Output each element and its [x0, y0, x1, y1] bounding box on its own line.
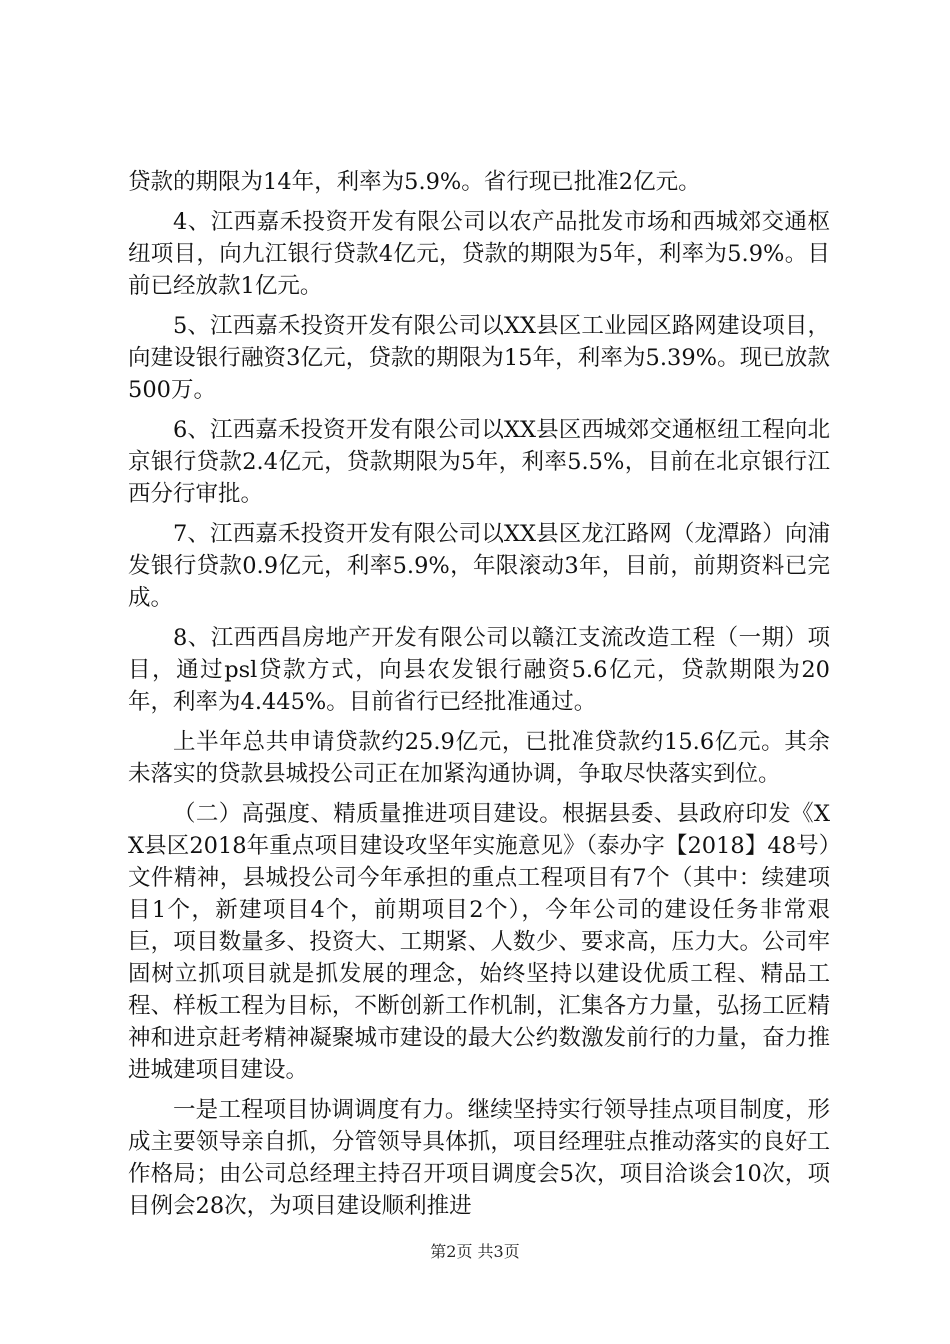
paragraph-item-8: 8、江西西昌房地产开发有限公司以赣江支流改造工程（一期）项目，通过psl贷款方式，向县农发银行融资5.6亿元，贷款期限为20年，利率为4.445%。目前省行已经批准通过。: [128, 625, 830, 715]
paragraph-coordination: 一是工程项目协调调度有力。继续坚持实行领导挂点项目制度，形成主要领导亲自抓，分管领导具体抓，项目经理驻点推动落实的良好工作格局；由公司总经理主持召开项目调度会5次，项目洽谈会10次，项目例会28次，为项目建设顺利推进: [128, 1097, 830, 1219]
paragraph-loan-summary: 上半年总共申请贷款约25.9亿元，已批准贷款约15.6亿元。其余未落实的贷款县城投公司正在加紧沟通协调，争取尽快落实到位。: [128, 729, 830, 787]
paragraph-item-5: 5、江西嘉禾投资开发有限公司以XX县区工业园区路网建设项目，向建设银行融资3亿元，贷款的期限为15年，利率为5.39%。现已放款500万。: [128, 313, 830, 403]
paragraph-item-4: 4、江西嘉禾投资开发有限公司以农产品批发市场和西城郊交通枢纽项目，向九江银行贷款4亿元，贷款的期限为5年，利率为5.9%。目前已经放款1亿元。: [128, 209, 830, 299]
paragraph-item-6: 6、江西嘉禾投资开发有限公司以XX县区西城郊交通枢纽工程向北京银行贷款2.4亿元，贷款期限为5年，利率5.5%，目前在北京银行江西分行审批。: [128, 417, 830, 507]
paragraph-section-2: （二）高强度、精质量推进项目建设。根据县委、县政府印发《XX县区2018年重点项目建设攻坚年实施意见》（泰办字【2018】48号）文件精神，县城投公司今年承担的重点工程项目有7个（其中：续建项目1个，新建项目4个，前期项目2个），今年公司的建设任务非常艰巨，项目数量多、投资大、工期紧、人数少、要求高，压力大。公司牢固树立抓项目就是抓发展的理念，始终坚持以建设优质工程、精品工程、样板工程为目标，不断创新工作机制，汇集各方力量，弘扬工匠精神和进京赶考精神凝聚城市建设的最大公约数激发前行的力量，奋力推进城建项目建设。: [128, 801, 830, 1083]
paragraph-item-7: 7、江西嘉禾投资开发有限公司以XX县区龙江路网（龙潭路）向浦发银行贷款0.9亿元，利率5.9%，年限滚动3年，目前，前期资料已完成。: [128, 521, 830, 611]
paragraph-continued: 贷款的期限为14年，利率为5.9%。省行现已批准2亿元。: [128, 169, 701, 195]
document-body: [128, 166, 830, 1230]
page-footer: 第2页 共3页: [430, 1242, 520, 1261]
